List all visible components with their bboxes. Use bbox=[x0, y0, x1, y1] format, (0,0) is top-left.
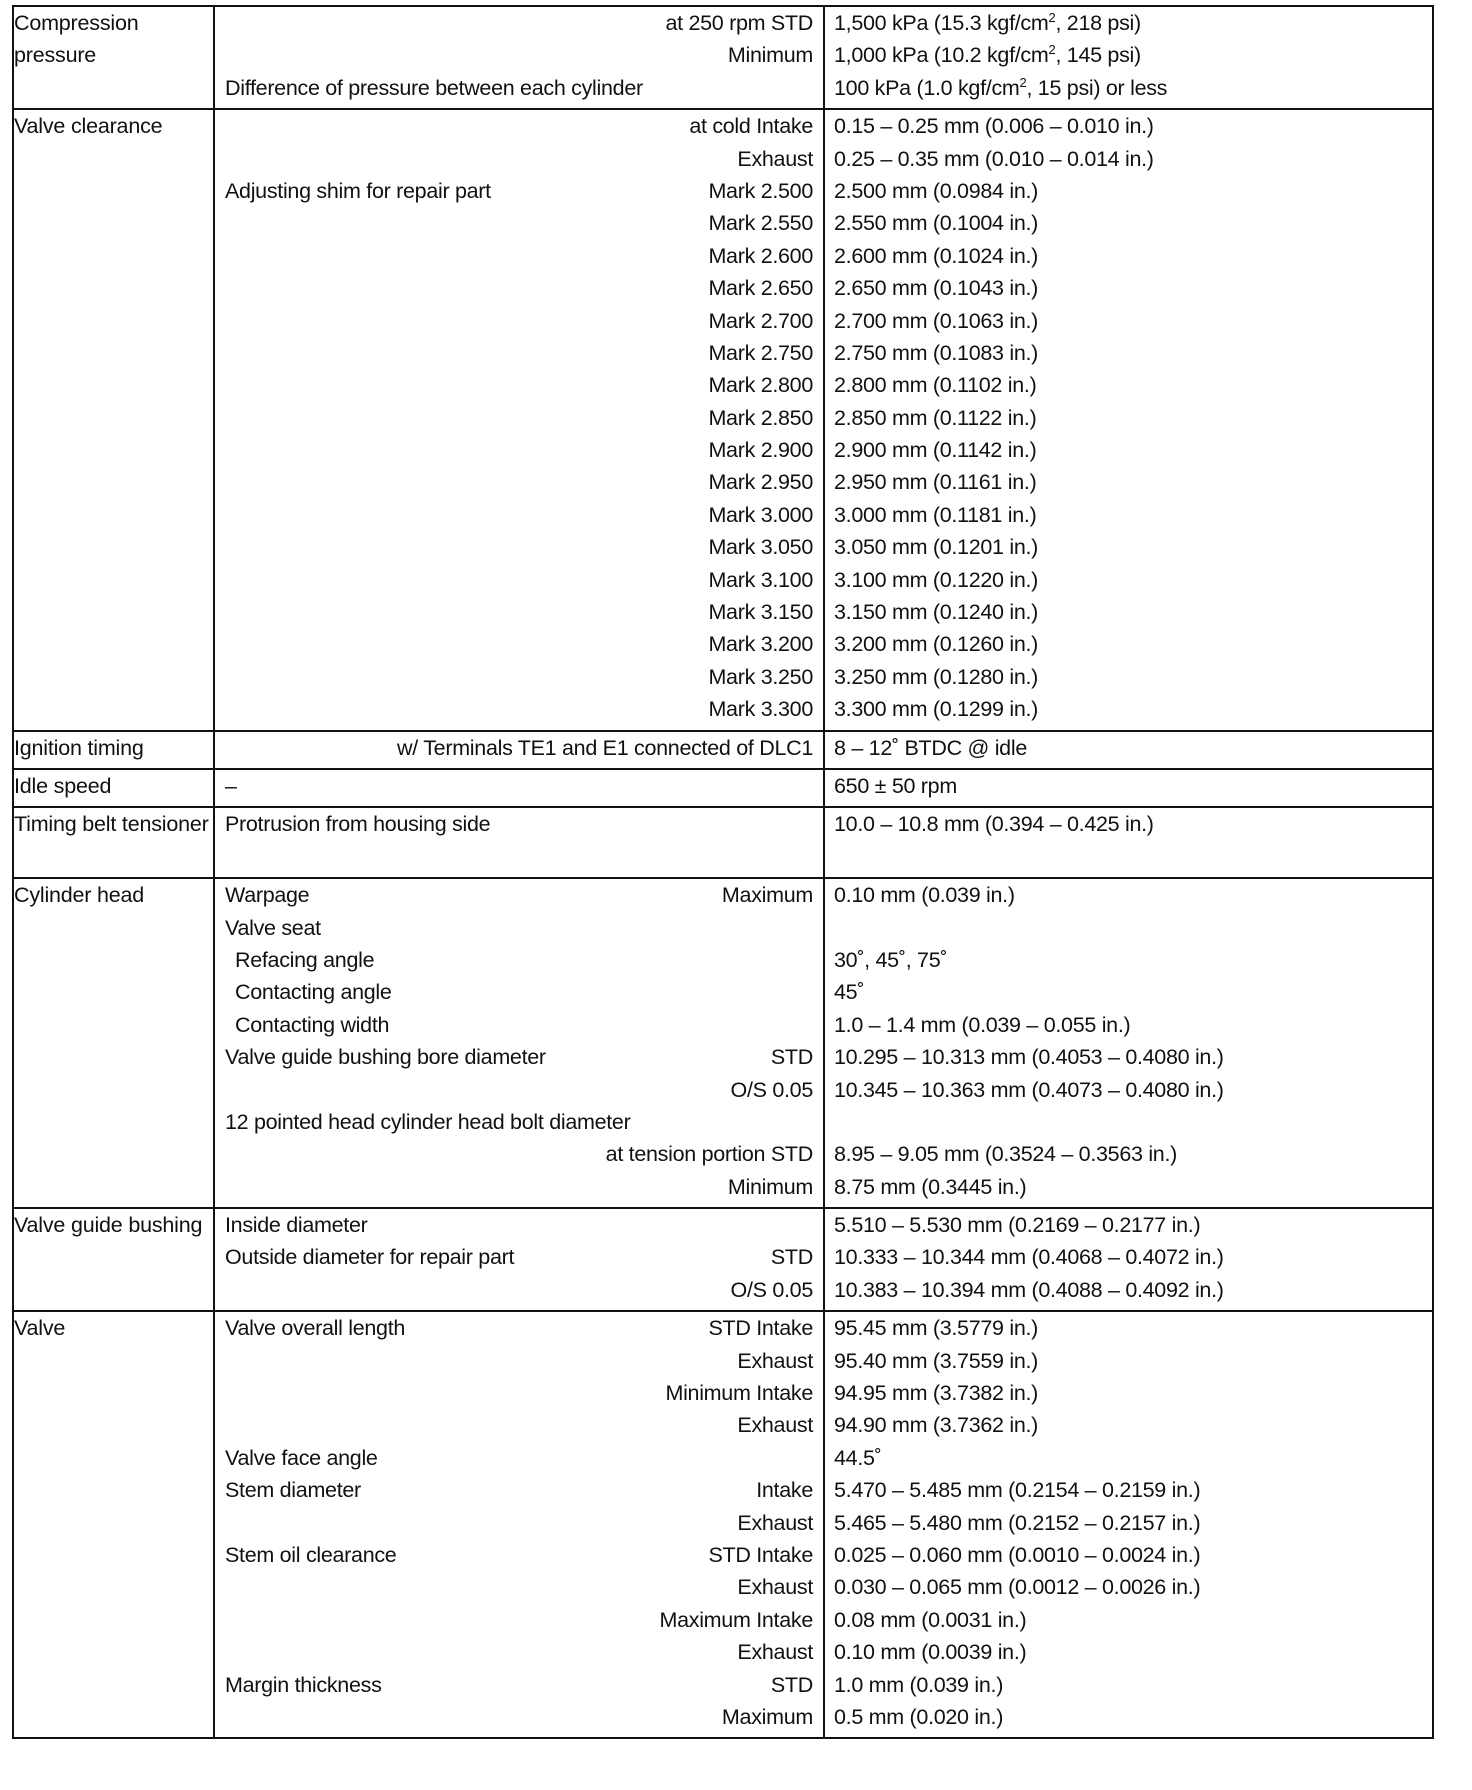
description-line bbox=[215, 1312, 823, 1344]
spec-value-text: 1.0 – 1.4 mm (0.039 – 0.055 in.) bbox=[834, 1012, 1131, 1037]
spec-value-text: 44.5˚ bbox=[834, 1445, 882, 1470]
section-title: Valve guide bushing bbox=[13, 1208, 214, 1311]
item-label: Protrusion from housing side bbox=[225, 812, 491, 837]
description-line bbox=[215, 628, 823, 660]
item-label: Difference of pressure between each cylinder bbox=[225, 75, 643, 100]
spec-value-text: 95.45 mm (3.5779 in.) bbox=[834, 1316, 1039, 1341]
value-cell bbox=[824, 1208, 1433, 1311]
spec-value-text: 2.950 mm (0.1161 in.) bbox=[834, 470, 1037, 495]
description-line bbox=[215, 1274, 823, 1306]
condition-label: Mark 3.300 bbox=[708, 697, 813, 722]
description-line bbox=[215, 1636, 823, 1668]
spec-value bbox=[825, 1539, 1432, 1571]
unit-superscript: 2 bbox=[1019, 74, 1027, 90]
spec-value-text: 5.470 – 5.485 mm (0.2154 – 0.2159 in.) bbox=[834, 1478, 1201, 1503]
description-line bbox=[215, 1171, 823, 1203]
description-line bbox=[215, 1571, 823, 1603]
description-line bbox=[215, 1377, 823, 1409]
condition-label: Mark 2.600 bbox=[708, 243, 813, 268]
spec-value bbox=[825, 402, 1432, 434]
spec-value-text: 2.500 mm (0.0984 in.) bbox=[834, 178, 1039, 203]
description-cell bbox=[214, 6, 824, 109]
spec-value bbox=[825, 1636, 1432, 1668]
spec-value-text: 1.0 mm (0.039 in.) bbox=[834, 1672, 1004, 1697]
description-line bbox=[215, 1539, 823, 1571]
description-line bbox=[215, 596, 823, 628]
item-label: Inside diameter bbox=[225, 1213, 368, 1238]
spec-value-text: 3.000 mm (0.1181 in.) bbox=[834, 502, 1037, 527]
spec-value bbox=[825, 661, 1432, 693]
spec-value-text: 3.050 mm (0.1201 in.) bbox=[834, 535, 1039, 560]
condition-label: Mark 3.250 bbox=[708, 664, 813, 689]
spec-value bbox=[825, 72, 1432, 104]
spec-value-text: 94.95 mm (3.7382 in.) bbox=[834, 1381, 1039, 1406]
section-title: Valve bbox=[13, 1311, 214, 1738]
description-line bbox=[215, 272, 823, 304]
description-line bbox=[215, 1041, 823, 1073]
spec-value-text: 2.850 mm (0.1122 in.) bbox=[834, 405, 1037, 430]
item-label: – bbox=[225, 773, 237, 798]
description-line bbox=[215, 240, 823, 272]
condition-label: Mark 3.200 bbox=[708, 632, 813, 657]
spec-value-text: 1,500 kPa (15.3 kgf/cm bbox=[834, 11, 1049, 35]
spec-value-text: 2.700 mm (0.1063 in.) bbox=[834, 308, 1039, 333]
description-line bbox=[215, 1009, 823, 1041]
spec-value-text: 95.40 mm (3.7559 in.) bbox=[834, 1348, 1039, 1373]
section-valve-guide-bushing bbox=[13, 1208, 1433, 1311]
unit-superscript: 2 bbox=[1048, 42, 1056, 58]
spec-value-text: 0.5 mm (0.020 in.) bbox=[834, 1704, 1004, 1729]
description-line bbox=[215, 879, 823, 911]
spec-value bbox=[825, 175, 1432, 207]
spec-value-text: 2.900 mm (0.1142 in.) bbox=[834, 438, 1037, 463]
description-line bbox=[215, 7, 823, 39]
condition-label: Mark 2.700 bbox=[708, 308, 813, 333]
condition-label: Mark 3.050 bbox=[708, 535, 813, 560]
description-line bbox=[215, 912, 823, 944]
condition-label: Exhaust bbox=[737, 1640, 813, 1665]
condition-label: STD bbox=[770, 1245, 813, 1270]
item-label: Valve overall length bbox=[225, 1316, 406, 1341]
description-line bbox=[215, 337, 823, 369]
spec-value-text: 8.95 – 9.05 mm (0.3524 – 0.3563 in.) bbox=[834, 1142, 1177, 1167]
description-line bbox=[215, 770, 823, 802]
description-line bbox=[215, 1701, 823, 1733]
spec-value-text: 2.650 mm (0.1043 in.) bbox=[834, 276, 1039, 301]
spec-value-text: 0.10 mm (0.0039 in.) bbox=[834, 1640, 1027, 1665]
value-cell bbox=[824, 807, 1433, 878]
spec-value bbox=[825, 143, 1432, 175]
value-cell bbox=[824, 6, 1433, 109]
description-line bbox=[215, 1138, 823, 1170]
spec-value-text: 0.030 – 0.065 mm (0.0012 – 0.0026 in.) bbox=[834, 1575, 1201, 1600]
condition-label: w/ Terminals TE1 and E1 connected of DLC1 bbox=[397, 735, 813, 760]
description-cell bbox=[214, 1208, 824, 1311]
description-line bbox=[215, 207, 823, 239]
spec-value-text: 45˚ bbox=[834, 980, 865, 1005]
spec-value-text: 5.465 – 5.480 mm (0.2152 – 0.2157 in.) bbox=[834, 1510, 1201, 1535]
condition-label: Exhaust bbox=[737, 1348, 813, 1373]
spec-value bbox=[825, 1669, 1432, 1701]
section-ignition-timing bbox=[13, 731, 1433, 769]
condition-label: Exhaust bbox=[737, 1510, 813, 1535]
spec-value-text: 1,000 kPa (10.2 kgf/cm bbox=[834, 43, 1049, 68]
spec-value bbox=[825, 596, 1432, 628]
condition-label: Maximum Intake bbox=[659, 1607, 813, 1632]
spec-value-text: 30˚, 45˚, 75˚ bbox=[834, 947, 948, 972]
description-line bbox=[215, 1074, 823, 1106]
spec-value-text: 94.90 mm (3.7362 in.) bbox=[834, 1413, 1039, 1438]
item-label: Outside diameter for repair part bbox=[225, 1245, 515, 1270]
spec-value bbox=[825, 912, 1432, 944]
spec-value bbox=[825, 976, 1432, 1008]
section-cylinder-head bbox=[13, 878, 1433, 1208]
spec-value-suffix: , 15 psi) or less bbox=[1026, 75, 1168, 100]
spec-value bbox=[825, 240, 1432, 272]
description-line bbox=[215, 1409, 823, 1441]
spec-value bbox=[825, 1571, 1432, 1603]
spec-value bbox=[825, 808, 1432, 840]
spec-value-suffix: , 218 psi) bbox=[1055, 11, 1141, 35]
condition-label: Mark 2.950 bbox=[708, 470, 813, 495]
condition-label: Mark 3.000 bbox=[708, 502, 813, 527]
description-line bbox=[215, 1106, 823, 1138]
spec-value-text: 650 ± 50 rpm bbox=[834, 773, 957, 798]
section-title: Cylinder head bbox=[13, 878, 214, 1208]
section-valve bbox=[13, 1311, 1433, 1738]
condition-label: Minimum Intake bbox=[665, 1381, 813, 1406]
condition-label: Mark 2.500 bbox=[708, 178, 813, 203]
section-title: Timing belt tensioner bbox=[13, 807, 214, 878]
condition-label: at 250 rpm STD bbox=[665, 11, 813, 35]
condition-label: Exhaust bbox=[737, 1413, 813, 1438]
spec-value bbox=[825, 841, 1432, 873]
spec-value bbox=[825, 1209, 1432, 1241]
description-cell bbox=[214, 1311, 824, 1738]
description-line bbox=[215, 944, 823, 976]
description-line bbox=[215, 1507, 823, 1539]
spec-value bbox=[825, 628, 1432, 660]
section-title: Ignition timing bbox=[13, 731, 214, 769]
spec-value-text: 3.300 mm (0.1299 in.) bbox=[834, 697, 1039, 722]
condition-label: Exhaust bbox=[737, 146, 813, 171]
value-cell bbox=[824, 109, 1433, 730]
spec-value-text: 2.750 mm (0.1083 in.) bbox=[834, 340, 1039, 365]
description-line bbox=[215, 305, 823, 337]
spec-value-text: 0.25 – 0.35 mm (0.010 – 0.014 in.) bbox=[834, 146, 1154, 171]
value-cell bbox=[824, 769, 1433, 807]
description-line bbox=[215, 499, 823, 531]
description-line bbox=[215, 976, 823, 1008]
spec-value bbox=[825, 1312, 1432, 1344]
spec-value bbox=[825, 1009, 1432, 1041]
item-label: Stem diameter bbox=[225, 1478, 361, 1503]
condition-label: O/S 0.05 bbox=[730, 1077, 813, 1102]
spec-value-text: 3.200 mm (0.1260 in.) bbox=[834, 632, 1039, 657]
spec-value bbox=[825, 1442, 1432, 1474]
section-title: Valve clearance bbox=[13, 109, 214, 730]
item-label: Stem oil clearance bbox=[225, 1542, 397, 1567]
spec-value bbox=[825, 1274, 1432, 1306]
description-cell bbox=[214, 769, 824, 807]
spec-value-text: 10.333 – 10.344 mm (0.4068 – 0.4072 in.) bbox=[834, 1245, 1224, 1270]
spec-value bbox=[825, 434, 1432, 466]
spec-value-text: 5.510 – 5.530 mm (0.2169 – 0.2177 in.) bbox=[834, 1213, 1201, 1238]
specification-table-body bbox=[13, 6, 1433, 1738]
spec-value bbox=[825, 1604, 1432, 1636]
section-valve-clearance bbox=[13, 109, 1433, 730]
value-cell bbox=[824, 1311, 1433, 1738]
unit-superscript: 2 bbox=[1048, 10, 1056, 25]
item-label: Warpage bbox=[225, 883, 310, 908]
spec-value bbox=[825, 466, 1432, 498]
spec-value bbox=[825, 732, 1432, 764]
description-line bbox=[215, 732, 823, 764]
condition-label: Mark 2.850 bbox=[708, 405, 813, 430]
spec-value bbox=[825, 337, 1432, 369]
condition-label: Minimum bbox=[727, 43, 813, 68]
item-label: Contacting angle bbox=[235, 980, 392, 1005]
spec-value-text: 10.295 – 10.313 mm (0.4053 – 0.4080 in.) bbox=[834, 1045, 1224, 1070]
condition-label: Mark 2.750 bbox=[708, 340, 813, 365]
description-line bbox=[215, 369, 823, 401]
section-idle-speed bbox=[13, 769, 1433, 807]
description-line bbox=[215, 39, 823, 71]
description-line bbox=[215, 693, 823, 725]
value-cell bbox=[824, 878, 1433, 1208]
spec-value bbox=[825, 272, 1432, 304]
spec-value-text: 8.75 mm (0.3445 in.) bbox=[834, 1174, 1027, 1199]
spec-value bbox=[825, 1409, 1432, 1441]
spec-value bbox=[825, 1377, 1432, 1409]
spec-value-text: 3.100 mm (0.1220 in.) bbox=[834, 567, 1039, 592]
specification-table bbox=[12, 5, 1434, 1739]
condition-label: Exhaust bbox=[737, 1575, 813, 1600]
spec-value-text: 0.10 mm (0.039 in.) bbox=[834, 883, 1015, 908]
spec-value-text: 100 kPa (1.0 kgf/cm bbox=[834, 75, 1020, 100]
spec-value bbox=[825, 369, 1432, 401]
spec-value bbox=[825, 693, 1432, 725]
spec-value-text: 2.800 mm (0.1102 in.) bbox=[834, 373, 1037, 398]
description-line bbox=[215, 175, 823, 207]
spec-value bbox=[825, 7, 1432, 39]
description-cell bbox=[214, 731, 824, 769]
section-timing-belt-tensioner bbox=[13, 807, 1433, 878]
condition-label: STD bbox=[770, 1045, 813, 1070]
item-label: Adjusting shim for repair part bbox=[225, 178, 491, 203]
item-label: Valve guide bushing bore diameter bbox=[225, 1045, 546, 1070]
spec-value bbox=[825, 1701, 1432, 1733]
spec-value bbox=[825, 110, 1432, 142]
item-label: Margin thickness bbox=[225, 1672, 382, 1697]
description-line bbox=[215, 1604, 823, 1636]
spec-value bbox=[825, 879, 1432, 911]
description-line bbox=[215, 1209, 823, 1241]
description-line bbox=[215, 841, 823, 873]
description-line bbox=[215, 661, 823, 693]
spec-value-suffix: , 145 psi) bbox=[1055, 43, 1141, 68]
condition-label: Mark 2.900 bbox=[708, 438, 813, 463]
spec-value bbox=[825, 1041, 1432, 1073]
condition-label: at tension portion STD bbox=[605, 1142, 813, 1167]
value-cell bbox=[824, 731, 1433, 769]
condition-label: STD Intake bbox=[708, 1542, 813, 1567]
spec-value bbox=[825, 1474, 1432, 1506]
description-line bbox=[215, 1345, 823, 1377]
spec-value-text: 10.345 – 10.363 mm (0.4073 – 0.4080 in.) bbox=[834, 1077, 1224, 1102]
condition-label: Mark 2.550 bbox=[708, 211, 813, 236]
description-line bbox=[215, 110, 823, 142]
description-line bbox=[215, 402, 823, 434]
condition-label: STD Intake bbox=[708, 1316, 813, 1341]
description-line bbox=[215, 466, 823, 498]
spec-value bbox=[825, 305, 1432, 337]
section-title: Compression pressure bbox=[13, 6, 214, 109]
item-label: Valve face angle bbox=[225, 1445, 378, 1470]
description-line bbox=[215, 531, 823, 563]
spec-value-text: 10.383 – 10.394 mm (0.4088 – 0.4092 in.) bbox=[834, 1277, 1224, 1302]
spec-value-text: 2.600 mm (0.1024 in.) bbox=[834, 243, 1039, 268]
item-label: Refacing angle bbox=[235, 947, 375, 972]
description-line bbox=[215, 1669, 823, 1701]
spec-value-text: 2.550 mm (0.1004 in.) bbox=[834, 211, 1039, 236]
description-line bbox=[215, 143, 823, 175]
spec-value-text: 3.250 mm (0.1280 in.) bbox=[834, 664, 1039, 689]
description-line bbox=[215, 72, 823, 104]
condition-label: Mark 3.100 bbox=[708, 567, 813, 592]
item-label: Contacting width bbox=[235, 1012, 390, 1037]
spec-value bbox=[825, 1507, 1432, 1539]
condition-label: STD bbox=[770, 1672, 813, 1697]
condition-label: Mark 2.650 bbox=[708, 276, 813, 301]
spec-value-text: 0.15 – 0.25 mm (0.006 – 0.010 in.) bbox=[834, 114, 1154, 139]
spec-value bbox=[825, 531, 1432, 563]
spec-value bbox=[825, 564, 1432, 596]
description-line bbox=[215, 434, 823, 466]
spec-value-text: 8 – 12˚ BTDC @ idle bbox=[834, 735, 1027, 760]
description-line bbox=[215, 1442, 823, 1474]
condition-label: Intake bbox=[756, 1478, 813, 1503]
section-compression-pressure bbox=[13, 6, 1433, 109]
section-title: Idle speed bbox=[13, 769, 214, 807]
spec-value bbox=[825, 1138, 1432, 1170]
spec-value bbox=[825, 1171, 1432, 1203]
spec-value bbox=[825, 770, 1432, 802]
description-line bbox=[215, 564, 823, 596]
condition-label: O/S 0.05 bbox=[730, 1277, 813, 1302]
description-line bbox=[215, 1474, 823, 1506]
condition-label: at cold Intake bbox=[689, 114, 813, 139]
condition-label: Mark 3.150 bbox=[708, 600, 813, 625]
spec-value bbox=[825, 499, 1432, 531]
spec-value-text: 3.150 mm (0.1240 in.) bbox=[834, 600, 1039, 625]
description-line bbox=[215, 808, 823, 840]
spec-value bbox=[825, 1074, 1432, 1106]
spec-value bbox=[825, 1106, 1432, 1138]
spec-value bbox=[825, 39, 1432, 71]
description-line bbox=[215, 1241, 823, 1273]
condition-label: Minimum bbox=[727, 1174, 813, 1199]
spec-value-text: 10.0 – 10.8 mm (0.394 – 0.425 in.) bbox=[834, 812, 1154, 837]
description-cell bbox=[214, 878, 824, 1208]
spec-value bbox=[825, 207, 1432, 239]
spec-value-text: 0.08 mm (0.0031 in.) bbox=[834, 1607, 1027, 1632]
spec-value bbox=[825, 1345, 1432, 1377]
item-label: 12 pointed head cylinder head bolt diameter bbox=[225, 1109, 631, 1134]
spec-value bbox=[825, 1241, 1432, 1273]
condition-label: Maximum bbox=[721, 1704, 813, 1729]
item-label: Valve seat bbox=[225, 915, 321, 940]
spec-value-text: 0.025 – 0.060 mm (0.0010 – 0.0024 in.) bbox=[834, 1542, 1201, 1567]
spec-value bbox=[825, 944, 1432, 976]
description-cell bbox=[214, 109, 824, 730]
condition-label: Mark 2.800 bbox=[708, 373, 813, 398]
condition-label: Maximum bbox=[721, 883, 813, 908]
description-cell bbox=[214, 807, 824, 878]
